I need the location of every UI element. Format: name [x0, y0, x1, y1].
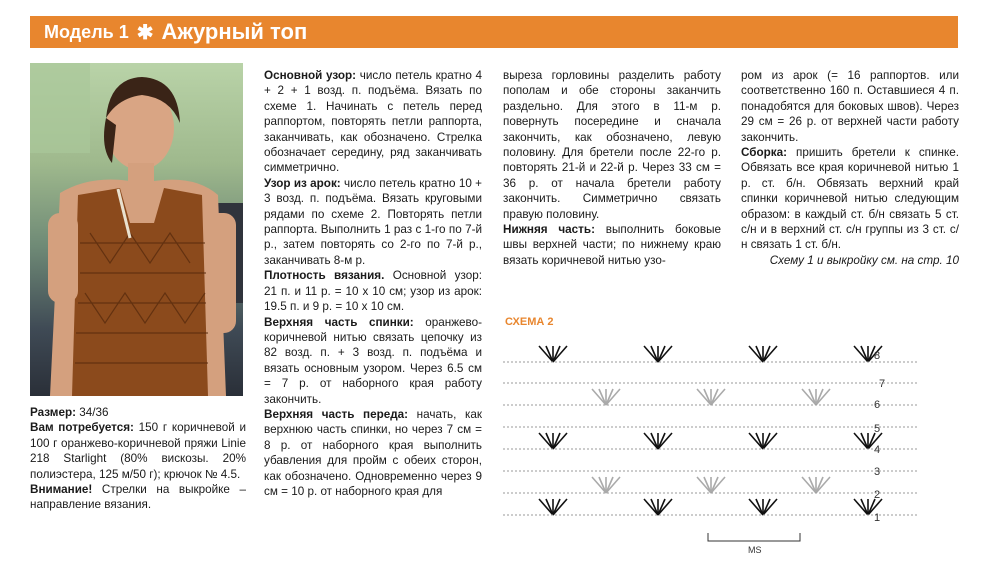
- instructions-column-3: [741, 68, 959, 268]
- stitch-mark: [553, 433, 567, 449]
- instructions-column-2: [503, 68, 721, 268]
- stitch-mark: [606, 477, 620, 493]
- materials-label: Вам потребуется:: [30, 421, 134, 435]
- stitch-mark: [553, 499, 567, 515]
- materials-column: [30, 405, 246, 513]
- stitch-mark: [658, 499, 672, 515]
- instructions-column-1: [264, 68, 482, 499]
- page-title: Ажурный топ: [161, 19, 308, 44]
- section-text: число петель кратно 4 + 2 + 1 возд. п. подъёма. Вязать по схеме 1. Начинать с петель перед раппортом, повторять петли раппорта, заканчивать, как обозначено. Стрелка обозначает середину, ряд заканчивать симметрично.: [264, 69, 482, 175]
- model-photo: [30, 63, 243, 396]
- size-label: Размер:: [30, 406, 76, 419]
- stitch-mark: [802, 389, 816, 405]
- row-number: 2: [874, 489, 881, 501]
- stitch-mark: [711, 477, 725, 493]
- reference-note: Схему 1 и выкройку см. на стр. 10: [769, 253, 959, 267]
- section-text: пришить бретели к спинке. Обвязать все края коричневой нитью 1 р. ст. б/н. Обвязать верхний край спинки коричневой нитью следующим образом: в каждый ст. б/н связать 5 ст. с/н и в верхний ст. с/н группы из 3 ст. с/н связать 1 ст. б/н.: [741, 146, 959, 252]
- stitch-mark: [749, 499, 763, 515]
- section-heading: Верхняя часть переда:: [264, 407, 409, 421]
- scheme-title: СХЕМА 2: [505, 316, 554, 328]
- title-banner: [30, 16, 958, 48]
- stitch-mark: [644, 433, 658, 449]
- stitch-mark: [539, 433, 553, 449]
- stitch-mark: [854, 433, 868, 449]
- section-text: выполнить боковые швы верхней части; по нижнему краю вязать коричневой нитью узо-: [503, 223, 722, 267]
- stitch-mark: [711, 389, 725, 405]
- section-heading: Нижняя часть:: [503, 223, 595, 237]
- row-number: 7: [879, 378, 886, 390]
- star-icon: ✱: [136, 21, 154, 44]
- note-label: Внимание!: [30, 483, 93, 497]
- stitch-mark: [644, 499, 658, 515]
- stitch-mark: [763, 499, 777, 515]
- section-text: Основной узор: 21 п. и 11 р. = 10 х 10 см; узор из арок: 19.5 п. и 9 р. = 10 х 10 см.: [264, 269, 482, 314]
- stitch-mark: [749, 433, 763, 449]
- section-heading: Сборка:: [741, 146, 788, 160]
- stitch-mark: [592, 389, 606, 405]
- stitch-mark: [816, 389, 830, 405]
- row-number: 4: [874, 444, 881, 456]
- stitch-mark: [763, 346, 777, 362]
- note-value: Стрелки на выкройке – направление вязания.: [30, 483, 246, 512]
- stitch-mark: [697, 389, 711, 405]
- stitch-mark: [606, 389, 620, 405]
- section-text: начать, как верхнюю часть спинки, но через 7 см = 8 р. от наборного края выполнить убавления для пройм с обеих сторон, как обозначено. Одновременно через 9 см = 10 р. от наборного края для: [264, 407, 482, 498]
- row-number: 1: [874, 512, 881, 524]
- section-text: число петель кратно 10 + 3 возд. п. подъёма. Вязать круговыми рядами по схеме 2. Повторять петли раппорта. Выполнить 1 раз с 1-го по 7-й р., затем повторять со 2-го по 7-й р., заканчивать 8-м р.: [264, 176, 482, 267]
- model-number: Модель 1: [44, 21, 129, 42]
- materials-value: 150 г коричневой и 100 г оранжево-коричневой пряжи Linie 218 Starlight (80% вискозы. 20% полиэстера, 125 м/50 г); крючок № 4.5.: [30, 421, 246, 481]
- stitch-mark: [553, 346, 567, 362]
- row-number: 8: [874, 350, 881, 362]
- stitch-mark: [658, 346, 672, 362]
- size-value: 34/36: [75, 406, 109, 419]
- row-number: 3: [874, 466, 881, 478]
- crochet-scheme-diagram: [498, 335, 923, 557]
- section-text: оранжево-коричневой нитью связать цепочку из 82 возд. п. + 3 возд. п. подъёма и вязать основным узором. Через 6.5 см = 7 р. от наборного края работу закончить.: [264, 315, 482, 406]
- stitch-mark: [539, 346, 553, 362]
- stitch-mark: [697, 477, 711, 493]
- stitch-mark: [763, 433, 777, 449]
- stitch-mark: [802, 477, 816, 493]
- section-heading: Основной узор:: [264, 69, 357, 82]
- stitch-mark: [592, 477, 606, 493]
- stitch-mark: [816, 477, 830, 493]
- section-text: выреза горловины разделить работу пополам и обе стороны заканчить раздельно. Для этого в 11-м р. повернуть посередине и сначала закончить, как обозначено, левую половину. Для бретели после 22-го р. повторять 21-й и 22-й р. Через 33 см = 36 р. от начала бретели работу закончить. Симметрично связать правую половину.: [503, 69, 721, 221]
- repeat-label: MS: [748, 545, 762, 555]
- woman-in-crochet-top-illustration: [30, 63, 243, 396]
- stitch-mark: [658, 433, 672, 449]
- section-text: ром из арок (= 16 раппортов. или соответственно 160 п. Оставшиеся 4 п. понадобятся для боковых швов). Через 29 см = 26 р. от верхней части работу закончить.: [741, 69, 959, 144]
- row-number: 6: [874, 399, 881, 411]
- section-heading: Верхняя часть спинки:: [264, 315, 414, 329]
- section-heading: Узор из арок:: [264, 176, 341, 190]
- stitch-fans: [539, 346, 882, 515]
- section-heading: Плотность вязания.: [264, 269, 385, 283]
- stitch-mark: [749, 346, 763, 362]
- stitch-mark: [854, 499, 868, 515]
- row-number: 5: [874, 423, 881, 435]
- repeat-bracket: [708, 533, 800, 541]
- stitch-mark: [539, 499, 553, 515]
- stitch-mark: [854, 346, 868, 362]
- stitch-mark: [644, 346, 658, 362]
